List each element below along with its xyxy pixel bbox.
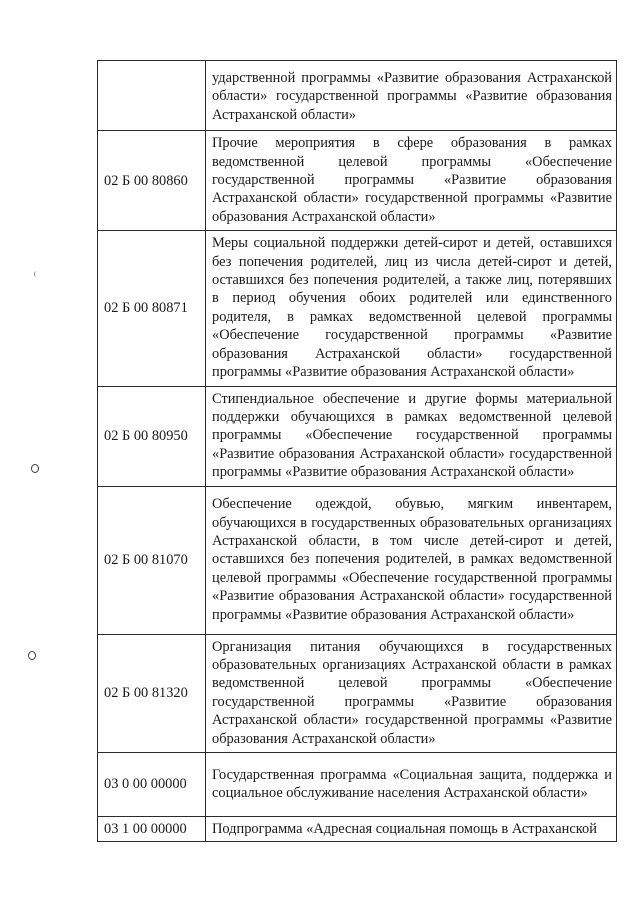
code-cell: 02 Б 00 81320 [98,634,206,752]
description-cell: Меры социальной поддержки детей-сирот и детей, оставшихся без попечения родителей, лиц из числа детей-сирот и детей, оставшихся без попечения родителей, а также лиц, потерявших в период обучения обоих родителей или единственного родителя, в рамках ведомственной целевой программы «Обеспечение государственной программы «Развитие образования Астраханской области» государственной программы «Развитие образования Астраханской области» [206,231,617,386]
description-cell: Прочие мероприятия в сфере образования в рамках ведомственной целевой программы «Обеспечение государственной программы «Развитие образования Астраханской области» государственной программы «Развитие образования Астраханской области» [206,131,617,231]
budget-classification-table [97,60,617,842]
code-cell: 02 Б 00 80871 [98,231,206,386]
description-cell: Стипендиальное обеспечение и другие формы материальной поддержки обучающихся в рамках ведомственной целевой программы «Обеспечение государственной программы «Развитие образования Астраханской области» государственной программы «Развитие образования Астраханской области» [206,386,617,486]
description-cell: Государственная программа «Социальная защита, поддержка и социальное обслуживание населения Астраханской области» [206,752,617,816]
table-row [98,634,617,752]
description-cell [206,816,617,841]
code-cell: 02 Б 00 80860 [98,131,206,231]
table-row [98,386,617,486]
scan-speck [34,271,39,277]
table-row [98,231,617,386]
table-row [98,752,617,816]
description-cell: ударственной программы «Развитие образования Астраханской области» государственной программы «Развитие образования Астраханской области» [206,61,617,131]
table-row [98,61,617,131]
code-cell: 02 Б 00 81070 [98,486,206,634]
binder-hole [28,651,36,660]
code-cell: 02 Б 00 80950 [98,386,206,486]
code-cell: 03 0 00 00000 [98,752,206,816]
code-cell: 03 1 00 00000 [98,816,206,841]
description-cell: Организация питания обучающихся в государственных образовательных организациях Астраханской области в рамках ведомственной целевой программы «Обеспечение государственной программы «Развитие образования Астраханской области» государственной программы «Развитие образования Астраханской области» [206,634,617,752]
description-cell: Обеспечение одеждой, обувью, мягким инвентарем, обучающихся в государственных образовательных организациях Астраханской области, в том числе детей-сирот и детей, оставшихся без попечения родителей, в рамках ведомственной целевой программы «Обеспечение государственной программы «Развитие образования Астраханской области» государственной программы «Развитие образования Астраханской области» [206,486,617,634]
description-text: Подпрограмма «Адресная социальная помощь в Астраханской [212,820,597,837]
binder-hole [31,464,39,473]
table-row [98,816,617,841]
table-row [98,486,617,634]
table-row [98,131,617,231]
code-cell [98,61,206,131]
